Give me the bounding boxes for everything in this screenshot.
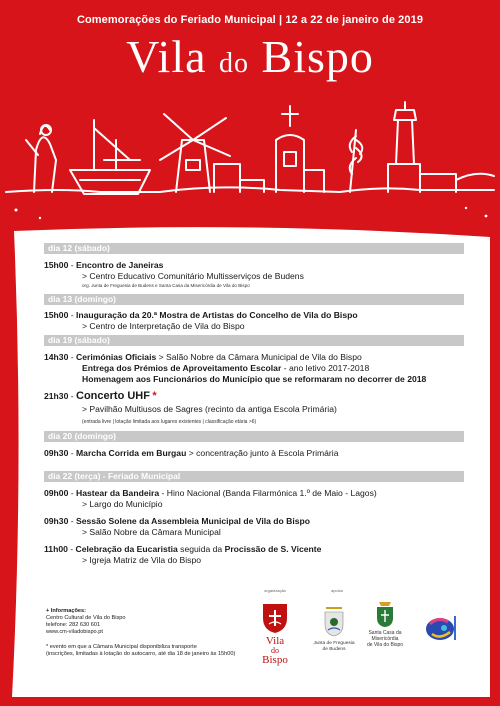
event-place: > Igreja Matriz de Vila do Bispo [82, 555, 202, 565]
event-time: 21h30 [44, 391, 69, 401]
title-do: do [219, 48, 250, 79]
partner-logo [424, 612, 460, 644]
event-detail: - Hino Nacional (Banda Filarmónica 1.º de Maio - Lagos) [161, 488, 377, 498]
title-vila: Vila [126, 31, 207, 82]
event-title: Cerimónias Oficiais [76, 352, 157, 362]
event-place: > Largo do Município [82, 499, 163, 509]
day-header: dia 12 (sábado) [44, 243, 464, 254]
event-time: 15h00 [44, 310, 69, 320]
event-note: (entrada livre | lotação limitada aos lugares existentes | classificação etária >6) [82, 419, 257, 425]
day-header: dia 20 (domingo) [44, 431, 464, 442]
parish-council-name [310, 641, 358, 653]
event-title: Marcha Corrida em Burgau [76, 448, 187, 458]
transport-star: * [152, 390, 157, 402]
municipality-shield-logo [261, 602, 289, 634]
logo-text: Junta de Freguesia [313, 641, 355, 646]
info-heading [46, 608, 86, 615]
logo-text: de Budens [322, 647, 346, 652]
event-row: 15h00 - Encontro de Janeiras [44, 260, 164, 270]
event-time: 11h00 [44, 544, 68, 554]
event-subtitle-bold: Homenagem aos Funcionários do Município que se reformaram no decorrer de 2018 [82, 374, 427, 384]
misericordia-crest-logo [374, 600, 396, 628]
event-row: 21h30 - Concerto UHF * [44, 390, 157, 402]
info-website: www.cm-viladobispo.pt [46, 629, 103, 635]
event-place: > Salão Nobre da Câmara Municipal [82, 527, 221, 537]
event-title: Sessão Solene da Assembleia Municipal de Vila do Bispo [76, 516, 311, 526]
info-heading-text: + Informações: [46, 608, 86, 614]
logo-text: Santa Casa da [368, 630, 402, 636]
info-line: Centro Cultural de Vila do Bispo [46, 615, 126, 621]
event-place: > Pavilhão Multiusos de Sagres (recinto da antiga Escola Primária) [82, 404, 337, 414]
parish-council-shield-logo [322, 604, 346, 638]
event-subtitle-bold: Entrega dos Prémios de Aproveitamento Escolar [82, 363, 282, 373]
event-row: 09h30 - Marcha Corrida em Burgau > concentração junto à Escola Primária [44, 448, 339, 458]
event-title: Encontro de Janeiras [76, 260, 164, 270]
event-place: > Salão Nobre da Câmara Municipal de Vila do Bispo [158, 352, 362, 362]
event-row: 09h30 - Sessão Solene da Assembleia Municipal de Vila do Bispo [44, 516, 311, 526]
event-title-2: Procissão de S. Vicente [224, 544, 322, 554]
footnote: * evento em que a Câmara Municipal disponibiliza transporte [46, 644, 197, 650]
logo-text-bispo: Bispo [262, 654, 288, 666]
event-title: Inauguração da 20.ª Mostra de Artistas do Concelho de Vila do Bispo [76, 310, 358, 320]
event-place: > Centro Educativo Comunitário Multisserviços de Budens [82, 271, 304, 281]
event-time: 09h30 [44, 448, 69, 458]
sponsors-label: apoios [331, 588, 343, 593]
event-title: Celebração da Eucaristia [75, 544, 178, 554]
event-subtitle-rest: - ano letivo 2017-2018 [283, 363, 370, 373]
title-bispo: Bispo [261, 31, 374, 82]
event-line [82, 374, 426, 385]
event-row: 11h00 - Celebração da Eucaristia seguida da Procissão de S. Vicente [44, 544, 322, 554]
event-connector: seguida da [180, 544, 223, 554]
event-place: > Centro de Interpretação de Vila do Bispo [82, 321, 245, 331]
info-phone: telefone: 282 630 601 [46, 622, 101, 628]
logo-text: Misericórdia [371, 636, 399, 642]
logo-text: de Vila do Bispo [366, 642, 404, 648]
day-header: dia 19 (sábado) [44, 335, 464, 346]
event-place: > concentração junto à Escola Primária [188, 448, 339, 458]
event-line [82, 363, 369, 374]
event-title: Hastear da Bandeira [76, 488, 160, 498]
municipality-name-logo [250, 636, 300, 666]
organization-label: organização [264, 588, 286, 593]
event-time: 14h30 [44, 352, 69, 362]
event-time: 15h00 [44, 260, 69, 270]
logo-text-vila: Vila [265, 635, 285, 647]
misericordia-name [352, 630, 418, 648]
day-header: dia 22 (terça) - Feriado Municipal [44, 471, 464, 482]
day-header: dia 13 (domingo) [44, 294, 464, 305]
event-subtitle: Comemorações do Feriado Municipal | 12 a 22 de janeiro de 2019 [76, 14, 424, 26]
event-row: 15h00 - Inauguração da 20.ª Mostra de Artistas do Concelho de Vila do Bispo [44, 310, 358, 320]
event-time: 09h30 [44, 516, 69, 526]
event-row: 14h30 - Cerimónias Oficiais > Salão Nobre da Câmara Municipal de Vila do Bispo [44, 352, 362, 362]
event-time: 09h00 [44, 488, 69, 498]
footnote: (inscrições, limitadas à lotação do autocarro, até dia 18 de janeiro às 15h00) [46, 651, 236, 657]
event-title: Concerto UHF [76, 390, 150, 402]
event-row: 09h00 - Hastear da Bandeira - Hino Nacional (Banda Filarmónica 1.º de Maio - Lagos) [44, 488, 377, 498]
event-note: org. Junta de Freguesia de Budens e Santa Casa da Misericórdia de Vila do Bispo [82, 283, 250, 288]
logo-text-do: do [271, 646, 279, 655]
